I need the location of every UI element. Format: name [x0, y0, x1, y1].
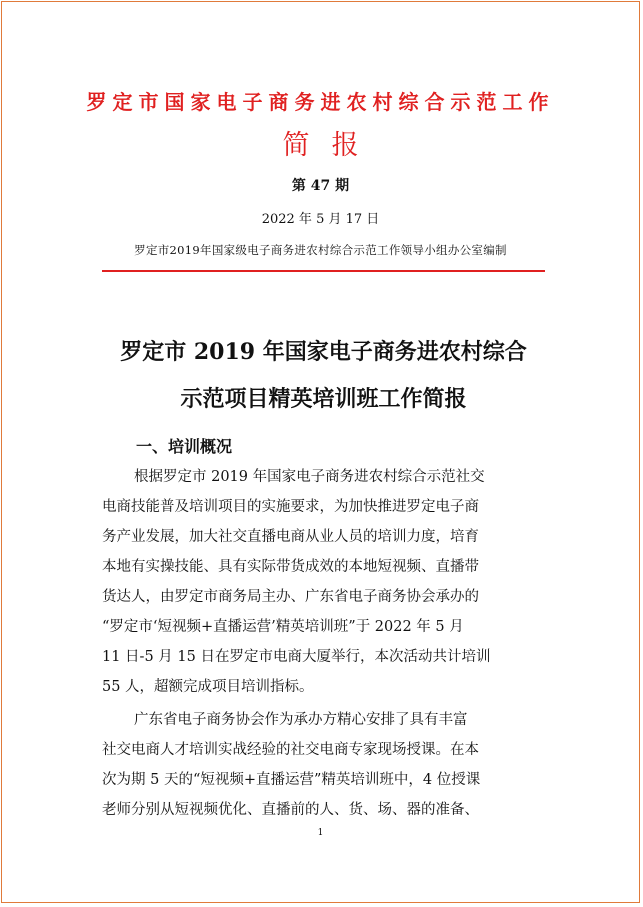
- section-heading: 一、培训概况: [136, 437, 233, 456]
- body-line: 广东省电子商务协会作为承办方精心安排了具有丰富: [134, 712, 468, 728]
- document-title-line-2: 示范项目精英培训班工作简报: [180, 386, 467, 412]
- body-line: 社交电商人才培训实战经验的社交电商专家现场授课。在本: [102, 742, 479, 758]
- bulletin-header-title: 罗定市国家电子商务进农村综合示范工作: [86, 90, 555, 114]
- issue-number: 第 47 期: [291, 178, 350, 194]
- body-line: 55 人，超额完成项目培训指标。: [102, 679, 314, 695]
- bulletin-header-subtitle: 简报: [282, 130, 381, 161]
- editor-line: 罗定市2019年国家级电子商务进农村综合示范工作领导小组办公室编制: [134, 243, 507, 257]
- body-line: 根据罗定市 2019 年国家电子商务进农村综合示范社交: [134, 469, 485, 485]
- page-number: 1: [317, 828, 324, 838]
- body-line: 本地有实操技能、具有实际带货成效的本地短视频、直播带: [102, 559, 479, 575]
- body-line: 电商技能普及培训项目的实施要求，为加快推进罗定电子商: [102, 499, 479, 515]
- document-page: [1, 1, 640, 903]
- body-line: “罗定市‘短视频+直播运营’精英培训班”于 2022 年 5 月: [102, 619, 464, 635]
- body-line: 老师分别从短视频优化、直播前的人、货、场、器的准备、: [102, 802, 479, 818]
- body-line: 货达人，由罗定市商务局主办、广东省电子商务协会承办的: [102, 589, 479, 605]
- issue-date: 2022 年 5 月 17 日: [261, 212, 380, 227]
- document-title-line-1: 罗定市 2019 年国家电子商务进农村综合: [120, 339, 527, 365]
- body-line: 11 日-5 月 15 日在罗定市电商大厦举行，本次活动共计培训: [102, 649, 491, 665]
- header-divider: [102, 270, 545, 272]
- body-line: 务产业发展，加大社交直播电商从业人员的培训力度，培育: [102, 529, 479, 545]
- body-line: 次为期 5 天的“短视频+直播运营”精英培训班中，4 位授课: [102, 772, 481, 788]
